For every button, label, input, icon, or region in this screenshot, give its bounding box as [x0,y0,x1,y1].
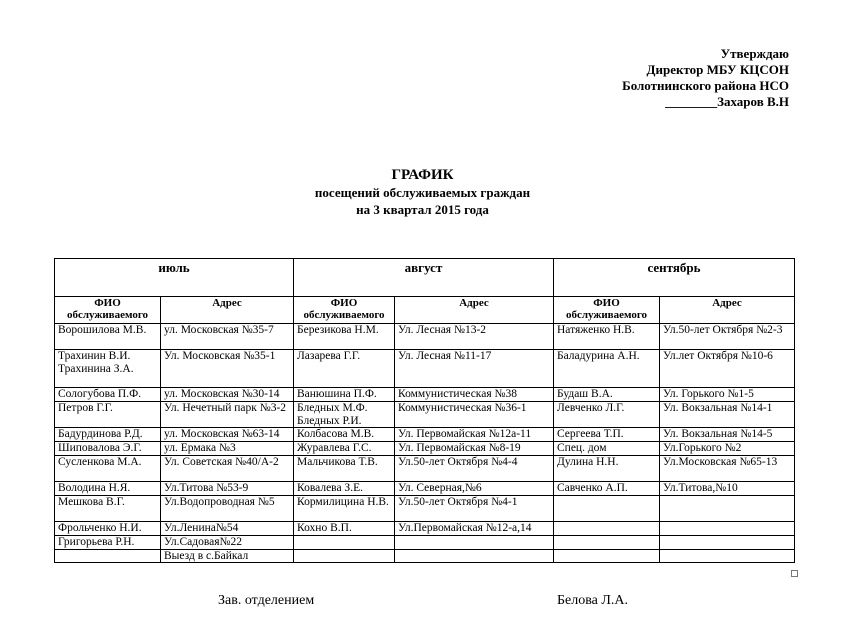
document-title [0,166,845,218]
cell-fio-july: Мешкова В.Г. [55,495,161,521]
cell-fio-july: Ворошилова М.В. [55,324,161,350]
title-period: на 3 квартал 2015 года [356,202,489,217]
table-row [55,535,795,549]
cell-fio-august: Кормилицина Н.В. [294,495,395,521]
month-header-row [55,259,795,297]
month-july: июль [55,259,294,297]
title-subtitle: посещений обслуживаемых граждан [314,185,531,200]
cell-address-july: ул. Московская №63-14 [161,428,294,442]
cell-address-august: Ул. Лесная №11-17 [395,350,554,388]
cell-address-september: Ул. Горького №1-5 [660,388,795,402]
cell-address-july: Ул.Титова №53-9 [161,481,294,495]
cell-address-september: Ул.лет Октября №10-6 [660,350,795,388]
title-main: ГРАФИК [391,167,454,183]
cell-fio-july: Трахинин В.И. Трахинина З.А. [55,350,161,388]
table-row [55,388,795,402]
table-row [55,495,795,521]
cell-fio-september: Спец. дом [554,442,660,456]
schedule-table [54,258,795,563]
col-address-august: Адрес [395,297,554,324]
cell-fio-september [554,495,660,521]
cell-address-august: Ул.Первомайская №12-а,14 [395,521,554,535]
cell-fio-july: Сологубова П.Ф. [55,388,161,402]
cell-fio-july: Володина Н.Я. [55,481,161,495]
col-address-july: Адрес [161,297,294,324]
approval-line-director: Директор МБУ КЦСОН [646,62,789,77]
cell-fio-september [554,521,660,535]
cell-fio-september: Будаш В.А. [554,388,660,402]
cell-fio-august: Лазарева Г.Г. [294,350,395,388]
approval-block [622,46,789,110]
cell-fio-july: Петров Г.Г. [55,402,161,428]
cell-address-september: Ул.50-лет Октября №2-3 [660,324,795,350]
cell-address-september [660,521,795,535]
table-row [55,521,795,535]
cell-address-september: Ул. Вокзальная №14-1 [660,402,795,428]
cell-address-august: Ул. Первомайская №8-19 [395,442,554,456]
footer-name: Белова Л.А. [557,593,628,608]
cell-fio-september: Левченко Л.Г. [554,402,660,428]
cell-address-august: Коммунистическая №38 [395,388,554,402]
cell-address-august: Ул. Лесная №13-2 [395,324,554,350]
cell-fio-september [554,535,660,549]
cell-fio-august: Кохно В.П. [294,521,395,535]
cell-address-july: Ул. Нечетный парк №3-2 [161,402,294,428]
table-row [55,324,795,350]
col-fio-july: ФИО обслуживаемого [55,297,161,324]
cell-fio-september: Натяженко Н.В. [554,324,660,350]
cell-address-august [395,549,554,563]
cell-fio-july: Фрольченко Н.И. [55,521,161,535]
cell-fio-september: Савченко А.П. [554,481,660,495]
cell-fio-august: Журавлева Г.С. [294,442,395,456]
col-address-september: Адрес [660,297,795,324]
month-august: август [294,259,554,297]
cell-fio-july: Сусленкова М.А. [55,455,161,481]
cell-fio-september: Дулина Н.Н. [554,455,660,481]
cell-fio-july [55,549,161,563]
cell-fio-august [294,535,395,549]
cell-address-august: Коммунистическая №36-1 [395,402,554,428]
cell-address-september: Ул.Московская №65-13 [660,455,795,481]
cell-address-july: Выезд в с.Байкал [161,549,294,563]
cell-address-july: Ул. Московская №35-1 [161,350,294,388]
cell-address-august: Ул. Северная,№6 [395,481,554,495]
cell-address-september [660,495,795,521]
column-header-row [55,297,795,324]
cell-fio-september [554,549,660,563]
approval-line-district: Болотнинского района НСО [622,78,789,93]
table-resize-handle[interactable] [791,570,798,577]
cell-fio-august: Ванюшина П.Ф. [294,388,395,402]
approval-line-approve: Утверждаю [720,46,789,61]
cell-address-september: Ул.Горького №2 [660,442,795,456]
cell-fio-august: Березикова Н.М. [294,324,395,350]
cell-address-july: ул. Московская №30-14 [161,388,294,402]
cell-address-september: Ул. Вокзальная №14-5 [660,428,795,442]
col-fio-august: ФИО обслуживаемого [294,297,395,324]
cell-address-september: Ул.Титова,№10 [660,481,795,495]
approval-line-signature: ________Захаров В.Н [665,94,789,109]
cell-address-august: Ул.50-лет Октября №4-1 [395,495,554,521]
cell-address-july: Ул.Водопроводная №5 [161,495,294,521]
cell-fio-august: Мальчикова Т.В. [294,455,395,481]
cell-address-september [660,535,795,549]
cell-address-august [395,535,554,549]
cell-fio-august: Колбасова М.В. [294,428,395,442]
cell-address-july: Ул. Советская №40/А-2 [161,455,294,481]
table-row [55,350,795,388]
col-fio-september: ФИО обслуживаемого [554,297,660,324]
table-row [55,402,795,428]
month-september: сентябрь [554,259,795,297]
cell-address-july: ул. Московская №35-7 [161,324,294,350]
cell-address-august: Ул.50-лет Октября №4-4 [395,455,554,481]
cell-fio-september: Сергеева Т.П. [554,428,660,442]
cell-address-july: Ул.Садовая№22 [161,535,294,549]
schedule-body [55,324,795,563]
footer-position: Зав. отделением [218,593,315,608]
table-row [55,549,795,563]
cell-fio-august: Ковалева З.Е. [294,481,395,495]
cell-fio-july: Григорьева Р.Н. [55,535,161,549]
cell-address-july: ул. Ермака №3 [161,442,294,456]
table-row [55,481,795,495]
table-row [55,455,795,481]
cell-address-september [660,549,795,563]
cell-fio-september: Баладурина А.Н. [554,350,660,388]
cell-fio-august: Бледных М.Ф. Бледных Р.И. [294,402,395,428]
table-row [55,428,795,442]
cell-fio-july: Бадурдинова Р.Д. [55,428,161,442]
cell-address-july: Ул.Ленина№54 [161,521,294,535]
cell-address-august: Ул. Первомайская №12а-11 [395,428,554,442]
table-row [55,442,795,456]
cell-fio-august [294,549,395,563]
cell-fio-july: Шиповалова Э.Г. [55,442,161,456]
